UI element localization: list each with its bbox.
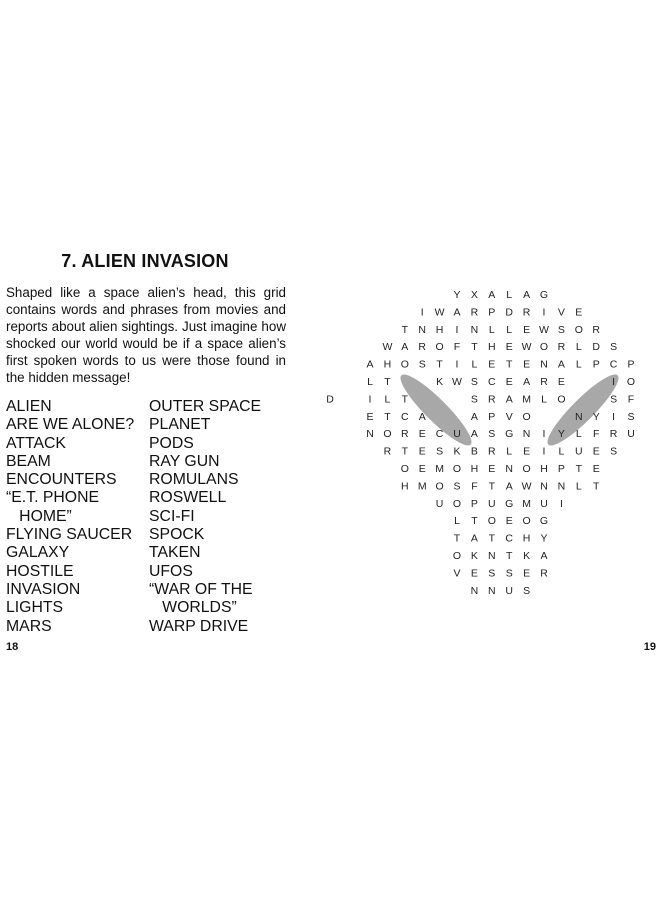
grid-letter: S (436, 445, 444, 458)
grid-letter: O (452, 550, 462, 562)
grid-letter: K (470, 550, 478, 562)
word-list-item: GALAXY (6, 544, 70, 562)
grid-letter: U (435, 497, 444, 510)
grid-letter: U (627, 428, 635, 441)
grid-letter: E (557, 376, 565, 388)
grid-letter: R (488, 393, 496, 406)
grid-letter: L (454, 515, 460, 528)
grid-letter: G (505, 428, 514, 441)
grid-letter: R (522, 306, 531, 319)
grid-letter: R (557, 341, 566, 354)
grid-letter: C (488, 376, 496, 388)
grid-letter: I (559, 497, 563, 510)
grid-letter: W (521, 480, 532, 493)
grid-letter: V (453, 567, 461, 580)
grid-letter: R (540, 376, 548, 388)
grid-letter: O (539, 341, 549, 354)
grid-letter: R (401, 428, 409, 441)
grid-letter: B (470, 445, 478, 458)
word-list-item: ALIEN (6, 398, 52, 415)
grid-letter: S (470, 393, 478, 406)
grid-letter: O (400, 463, 409, 475)
grid-letter: A (523, 376, 531, 388)
grid-letter: W (452, 376, 462, 388)
grid-letter: T (505, 550, 513, 562)
grid-letter: K (436, 376, 444, 388)
grid-letter: C (435, 428, 444, 441)
grid-letter: Y (453, 289, 461, 301)
grid-letter: S (453, 480, 461, 493)
grid-letter: E (523, 358, 531, 371)
grid-letter: I (612, 376, 616, 388)
word-list-item: ROSWELL (149, 489, 227, 507)
grid-letter: I (420, 306, 424, 319)
grid-letter: L (384, 393, 391, 406)
grid-letter: W (539, 323, 549, 336)
grid-letter: O (435, 341, 444, 354)
grid-letter: S (557, 323, 565, 336)
grid-letter: G (505, 497, 514, 510)
word-list-item: LIGHTS (6, 599, 64, 617)
grid-letter: T (453, 532, 461, 545)
grid-letter: E (418, 463, 426, 475)
grid-letter: N (522, 428, 531, 441)
word-list-item: ARE WE ALONE? (6, 416, 135, 434)
grid-letter: L (367, 376, 373, 388)
grid-letter: P (488, 410, 496, 423)
grid-letter: G (539, 515, 549, 528)
grid-letter: S (610, 445, 618, 458)
grid-letter: E (366, 410, 374, 423)
grid-letter: E (523, 323, 531, 336)
grid-letter: E (488, 463, 496, 475)
grid-letter: T (384, 410, 391, 423)
grid-letter: I (455, 358, 459, 371)
word-list-item: “E.T. PHONE (6, 489, 100, 507)
grid-letter: T (401, 445, 409, 458)
grid-letter: R (488, 445, 496, 458)
grid-letter: Y (592, 410, 600, 423)
right-page (326, 0, 660, 904)
grid-letter: H (488, 341, 496, 354)
word-list-column-2 (149, 398, 289, 636)
grid-letter: P (488, 306, 496, 319)
word-list-item: HOSTILE (6, 562, 74, 580)
page-number-right: 19 (643, 641, 656, 653)
grid-letter: Y (540, 532, 548, 545)
grid-letter: M (522, 497, 531, 510)
grid-letter: S (470, 376, 478, 388)
grid-letter: E (418, 445, 426, 458)
grid-letter: O (452, 463, 462, 475)
grid-letter: L (575, 358, 582, 371)
word-list-item: RAY GUN (149, 452, 220, 470)
grid-letter: R (540, 567, 548, 580)
grid-letter: S (523, 584, 531, 597)
grid-letter: N (557, 480, 566, 493)
word-list-item: ROMULANS (149, 471, 239, 489)
grid-letter: I (455, 323, 459, 336)
grid-letter: A (401, 341, 409, 354)
grid-letter: L (558, 445, 565, 458)
grid-letter: A (470, 428, 478, 441)
grid-letter: E (470, 567, 478, 580)
word-list-item: HOME” (6, 507, 72, 525)
grid-letter: M (522, 393, 531, 406)
grid-letter: R (609, 428, 618, 441)
word-list-item: UFOS (149, 562, 193, 580)
grid-letter: T (471, 515, 478, 528)
grid-letter: U (505, 584, 513, 597)
word-list-item: WORLDS” (149, 599, 237, 617)
grid-letter: N (488, 584, 496, 597)
grid-letter: V (505, 410, 513, 423)
grid-letter: N (418, 323, 426, 336)
grid-letter: T (488, 480, 496, 493)
grid-letter: S (418, 358, 426, 371)
grid-letter: U (488, 497, 496, 510)
grid-letter: O (452, 497, 462, 510)
grid-letter: O (522, 515, 531, 528)
grid-letter: N (366, 428, 374, 441)
grid-letter: R (592, 323, 600, 336)
word-list-item: PODS (149, 434, 194, 452)
grid-letter: A (418, 410, 426, 423)
grid-letter: I (542, 445, 546, 458)
grid-letter: C (609, 358, 618, 371)
grid-letter: Y (557, 428, 565, 441)
grid-letter: L (506, 445, 513, 458)
grid-letter: C (505, 532, 513, 545)
grid-letter: H (470, 463, 479, 475)
grid-letter: P (627, 358, 635, 371)
grid-letter: E (505, 341, 513, 354)
grid-letter: T (488, 532, 496, 545)
grid-letter: D (326, 393, 334, 406)
puzzle-intro: Shaped like a space alien’s head, this grid contains words and phrases from movies and reports about alien sightings. Just imagine how shocked our world would be if a space alien’s first spoken words to us were those found in the hidden message! (6, 285, 286, 385)
grid-letter: L (575, 428, 582, 441)
grid-letter: I (542, 428, 546, 441)
word-list-item: INVASION (6, 580, 81, 598)
page-number-left: 18 (6, 641, 19, 653)
word-list-item: PLANET (149, 416, 211, 434)
grid-letter: D (592, 341, 600, 354)
grid-letter: H (435, 323, 444, 336)
grid-letter: P (470, 497, 478, 510)
grid-letter: N (505, 463, 513, 475)
grid-letter: K (523, 550, 531, 562)
grid-letter: S (488, 567, 496, 580)
word-list-item: OUTER SPACE (149, 398, 262, 415)
grid-letter: S (488, 428, 496, 441)
grid-letter: O (557, 393, 566, 406)
grid-letter: L (575, 341, 582, 354)
grid-letter: H (401, 480, 409, 493)
grid-letter: O (522, 463, 531, 475)
grid-letter: V (557, 306, 565, 319)
grid-letter: W (382, 341, 393, 354)
grid-letter: A (505, 393, 513, 406)
word-list-column-1 (6, 398, 146, 636)
grid-letter: E (488, 358, 496, 371)
grid-letter: P (592, 358, 600, 371)
grid-letter: I (542, 306, 546, 319)
word-list-item: ATTACK (6, 434, 66, 452)
grid-letter: O (574, 323, 583, 336)
grid-letter: E (575, 306, 583, 319)
grid-letter: E (505, 376, 513, 388)
grid-letter: T (471, 341, 478, 354)
grid-letter: A (540, 550, 548, 562)
grid-letter: E (523, 567, 531, 580)
grid-letter: L (488, 323, 495, 336)
grid-letter: N (575, 410, 583, 423)
word-search-grid (326, 0, 660, 904)
grid-letter: L (506, 289, 513, 301)
grid-letter: O (487, 515, 496, 528)
grid-letter: A (505, 480, 513, 493)
grid-letter: U (575, 445, 583, 458)
grid-letter: U (453, 428, 461, 441)
grid-letter: A (557, 358, 565, 371)
grid-letter: E (418, 428, 426, 441)
word-list-item: MARS (6, 617, 52, 635)
grid-letter: N (540, 480, 548, 493)
word-list-item: TAKEN (149, 544, 201, 562)
grid-letter: T (401, 323, 409, 336)
grid-letter: T (592, 480, 600, 493)
grid-letter: N (540, 358, 548, 371)
grid-letter: E (523, 445, 531, 458)
grid-letter: H (522, 532, 531, 545)
word-list-item: SPOCK (149, 526, 205, 544)
grid-letter: A (453, 306, 461, 319)
grid-letter: A (470, 410, 478, 423)
grid-letter: S (610, 393, 618, 406)
grid-letter: G (539, 289, 549, 301)
grid-letter: O (626, 376, 636, 388)
grid-letter: U (540, 497, 548, 510)
grid-letter: L (471, 358, 478, 371)
grid-letter: L (506, 323, 513, 336)
grid-letter: F (471, 480, 478, 493)
grid-letter: H (383, 358, 392, 371)
grid-letter: T (505, 358, 513, 371)
grid-letter: F (627, 393, 635, 406)
grid-letter: A (470, 532, 478, 545)
word-list-item: “WAR OF THE (149, 580, 253, 598)
grid-letter: P (557, 463, 565, 475)
word-list-item: SCI-FI (149, 507, 195, 525)
grid-letter: O (522, 410, 531, 423)
grid-letter: E (592, 445, 600, 458)
grid-letters (326, 289, 635, 597)
grid-letter: L (541, 393, 547, 406)
grid-letter: W (434, 306, 445, 319)
grid-letter: N (470, 323, 479, 336)
grid-letter: X (470, 289, 478, 301)
grid-letter: N (470, 584, 479, 597)
grid-letter: M (435, 463, 444, 475)
grid-letter: N (488, 550, 496, 562)
grid-letter: R (470, 306, 479, 319)
grid-letter: A (488, 289, 496, 301)
grid-letter: F (453, 341, 461, 354)
grid-letter: K (453, 445, 461, 458)
grid-letter: I (368, 393, 372, 406)
word-list-item: FLYING SAUCER (6, 526, 133, 544)
word-list-item: WARP DRIVE (149, 617, 249, 635)
grid-letter: E (505, 515, 513, 528)
grid-letter: M (417, 480, 427, 493)
grid-letter: H (540, 463, 548, 475)
puzzle-title: 7. ALIEN INVASION (61, 251, 229, 271)
grid-letter: A (523, 289, 531, 301)
grid-letter: T (401, 393, 409, 406)
grid-letter: I (612, 410, 616, 423)
word-list-item: BEAM (6, 452, 51, 470)
grid-letter: F (592, 428, 600, 441)
grid-letter: T (575, 463, 583, 475)
word-list-item: ENCOUNTERS (6, 471, 117, 489)
grid-letter: A (366, 358, 374, 371)
grid-letter: R (383, 445, 392, 458)
grid-letter: L (575, 480, 582, 493)
grid-letter: E (592, 463, 600, 475)
grid-letter: C (401, 410, 409, 423)
grid-letter: T (436, 358, 443, 371)
grid-letter: S (505, 567, 513, 580)
grid-letter: O (435, 480, 444, 493)
grid-letter: O (383, 428, 392, 441)
grid-letter: R (418, 341, 426, 354)
grid-letter: O (400, 358, 409, 371)
grid-letter: D (505, 306, 513, 319)
grid-letter: S (627, 410, 635, 423)
grid-letter: S (610, 341, 618, 354)
grid-letter: T (384, 376, 391, 388)
grid-letter: W (521, 341, 532, 354)
